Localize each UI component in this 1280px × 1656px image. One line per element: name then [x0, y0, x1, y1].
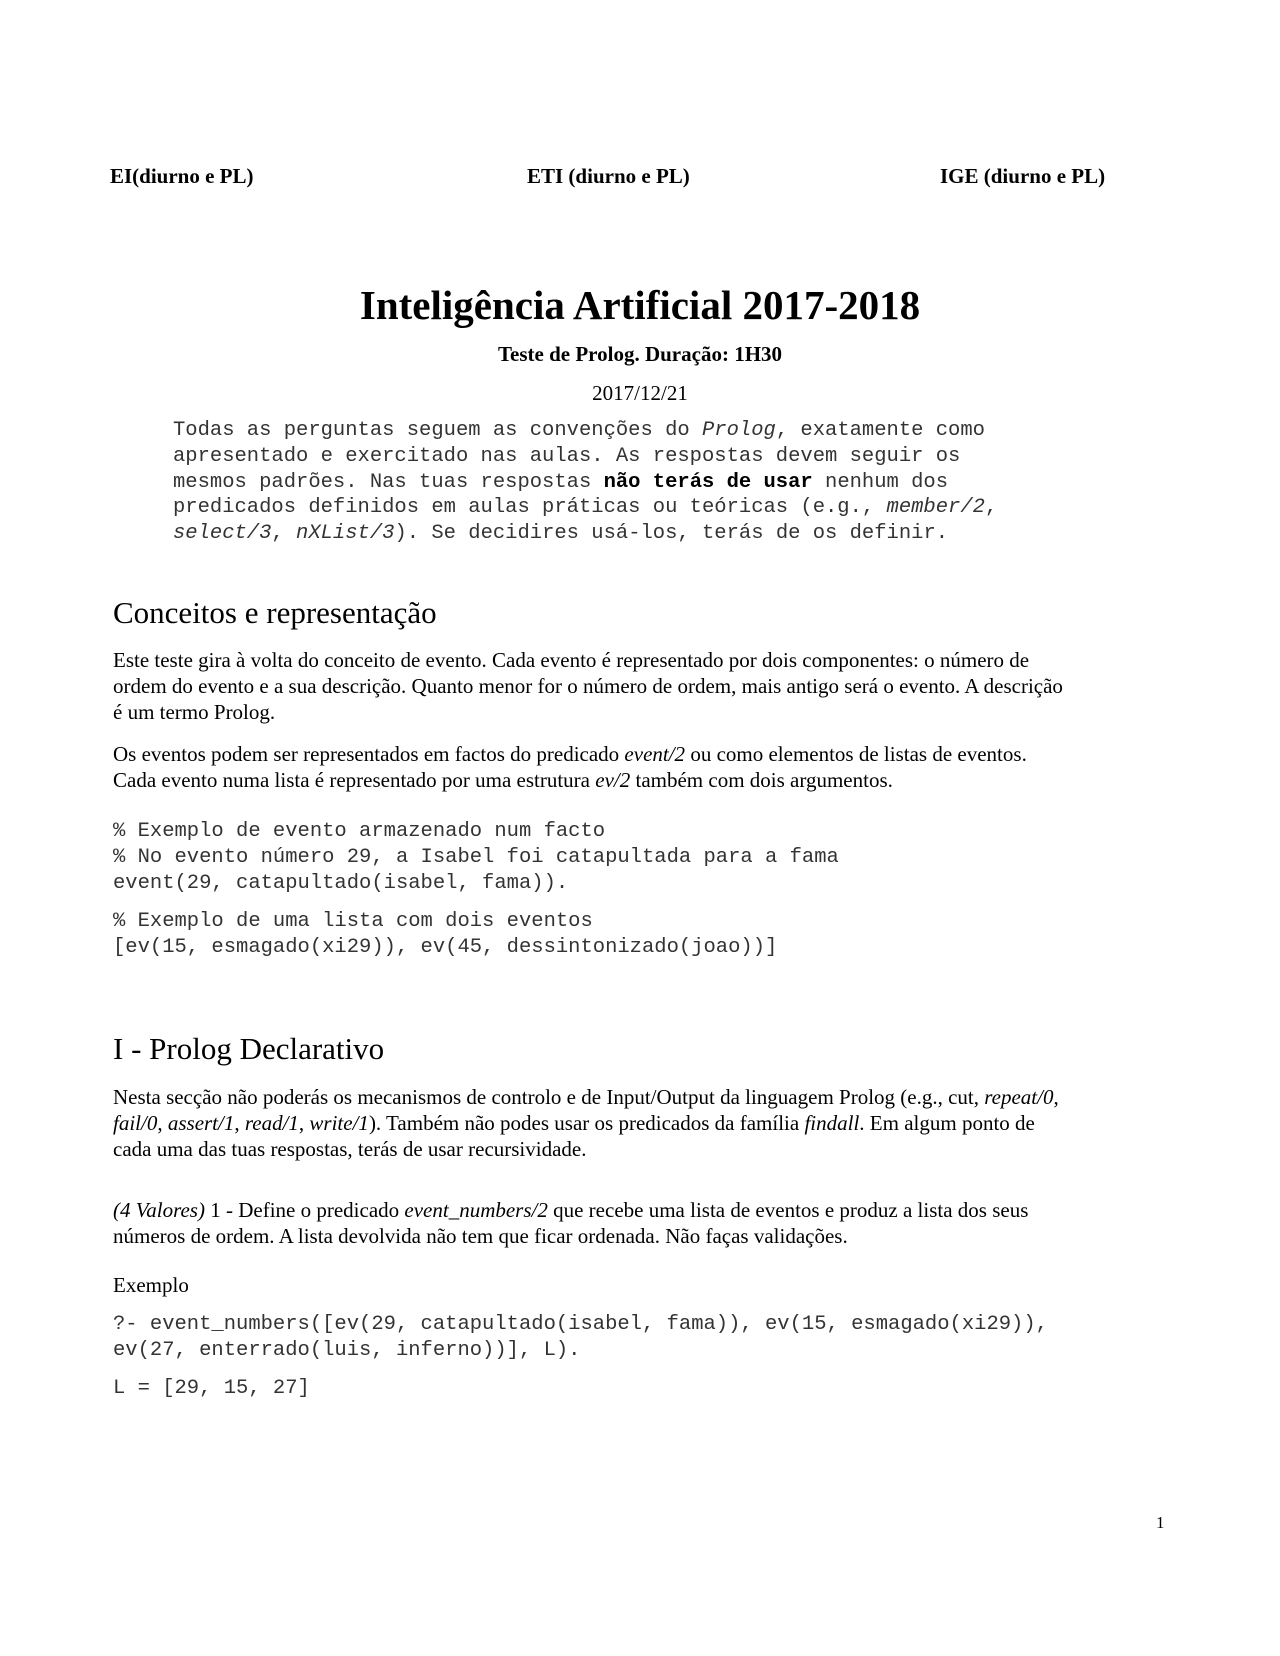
course-ei: EI(diurno e PL)	[110, 164, 254, 188]
instructions-line: apresentado e exercitado nas aulas. As respostas devem seguir os	[173, 444, 961, 468]
text: ,	[984, 496, 998, 520]
concepts-paragraph-2	[113, 741, 1173, 793]
predicate-name: write/1	[309, 1111, 369, 1135]
question-1	[113, 1197, 1173, 1249]
code-line: % Exemplo de evento armazenado num facto	[113, 820, 606, 843]
test-subtitle: Teste de Prolog. Duração: 1H30	[497, 342, 783, 366]
instructions-line	[173, 521, 1133, 547]
test-date: 2017/12/21	[592, 381, 688, 405]
text: Cada evento numa lista é representado por uma estrutura	[113, 768, 596, 792]
instructions-line	[173, 470, 1133, 496]
prolog-term: Prolog	[702, 419, 776, 442]
predicate-name: findall	[804, 1111, 860, 1135]
code-example-result	[113, 1376, 310, 1402]
course-header	[110, 164, 1125, 192]
question-value: (4 Valores)	[113, 1198, 205, 1222]
text: Todas as perguntas seguem as convenções do	[173, 419, 702, 442]
text: nenhum dos	[812, 470, 949, 494]
predicate-name: ev/2	[595, 768, 631, 792]
paragraph-line: Este teste gira à volta do conceito de evento. Cada evento é representado por dois componentes: o número de	[113, 648, 1030, 672]
concepts-paragraph-1	[113, 647, 1173, 725]
code-example-query	[113, 1312, 1048, 1364]
section-heading-concepts: Conceitos e representação	[113, 595, 437, 630]
paragraph-line	[113, 1197, 1173, 1223]
predicate-name: member/2	[886, 496, 985, 520]
text: ,	[157, 1111, 168, 1135]
course-eti: ETI (diurno e PL)	[527, 164, 690, 188]
text: 1 - Define o predicado	[204, 1198, 405, 1222]
code-line: % No evento número 29, a Isabel foi catapultada para a fama	[113, 846, 839, 869]
paragraph-line	[113, 1110, 1173, 1136]
code-line: event(29, catapultado(isabel, fama)).	[113, 872, 569, 895]
predicate-name: event_numbers/2	[404, 1198, 548, 1222]
text: também com dois argumentos.	[630, 768, 893, 792]
emphasis: não terás de usar	[603, 470, 813, 494]
code-line: % Exemplo de uma lista com dois eventos	[113, 910, 593, 933]
text: predicados definidos em aulas práticas ou teóricas (e.g.,	[173, 496, 887, 520]
text: ou como elementos de listas de eventos.	[685, 742, 1027, 766]
text: ,	[234, 1111, 245, 1135]
text: ,	[298, 1111, 310, 1135]
predicate-name: assert/1	[167, 1111, 235, 1135]
text: ). Também não podes usar os predicados da família	[368, 1111, 805, 1135]
instructions-line	[173, 418, 1133, 444]
code-example-list	[113, 909, 777, 961]
paragraph-line	[113, 767, 1173, 793]
document-title: Inteligência Artificial 2017-2018	[359, 282, 921, 328]
code-line: [ev(15, esmagado(xi29)), ev(45, dessintonizado(joao))]	[113, 936, 778, 959]
text: Os eventos podem ser representados em factos do predicado	[113, 742, 625, 766]
example-label: Exemplo	[113, 1273, 189, 1297]
code-line: ?- event_numbers([ev(29, catapultado(isabel, fama)), ev(15, esmagado(xi29)),	[113, 1313, 1048, 1336]
paragraph-line: é um termo Prolog.	[113, 700, 276, 724]
page-number: 1	[1156, 1513, 1165, 1532]
declarative-paragraph	[113, 1084, 1173, 1162]
code-example-fact	[113, 819, 839, 897]
text: ,	[1053, 1085, 1059, 1109]
predicate-name: fail/0	[113, 1111, 158, 1135]
paragraph-line: números de ordem. A lista devolvida não tem que ficar ordenada. Não faças validações.	[113, 1224, 848, 1248]
section-heading-declarative: I - Prolog Declarativo	[113, 1031, 385, 1066]
text: ). Se decidires usá-los, terás de os definir.	[394, 522, 949, 546]
code-line: ev(27, enterrado(luis, inferno))], L).	[113, 1339, 581, 1362]
predicate-name: repeat/0	[984, 1085, 1054, 1109]
course-ige: IGE (diurno e PL)	[940, 164, 1106, 188]
text: mesmos padrões. Nas tuas respostas	[173, 470, 604, 494]
predicate-name: read/1	[244, 1111, 299, 1135]
instructions-block	[173, 418, 1133, 547]
paragraph-line: cada uma das tuas respostas, terás de usar recursividade.	[113, 1137, 587, 1161]
text: . Em algum ponto de	[859, 1111, 1035, 1135]
text: Nesta secção não poderás os mecanismos de controlo e de Input/Output da linguagem Prolog (e.g., cut,	[113, 1085, 985, 1109]
instructions-line	[173, 495, 1133, 521]
predicate-name: nXList/3	[296, 522, 395, 546]
paragraph-line: ordem do evento e a sua descrição. Quanto menor for o número de ordem, mais antigo será o evento. A descrição	[113, 674, 1063, 698]
predicate-name: select/3	[173, 522, 272, 546]
text: que recebe uma lista de eventos e produz a lista dos seus	[547, 1198, 1029, 1222]
paragraph-line	[113, 741, 1173, 767]
text: ,	[271, 522, 297, 546]
predicate-name: event/2	[624, 742, 686, 766]
code-line: L = [29, 15, 27]	[113, 1377, 310, 1400]
paragraph-line	[113, 1084, 1173, 1110]
text: , exatamente como	[775, 419, 985, 442]
